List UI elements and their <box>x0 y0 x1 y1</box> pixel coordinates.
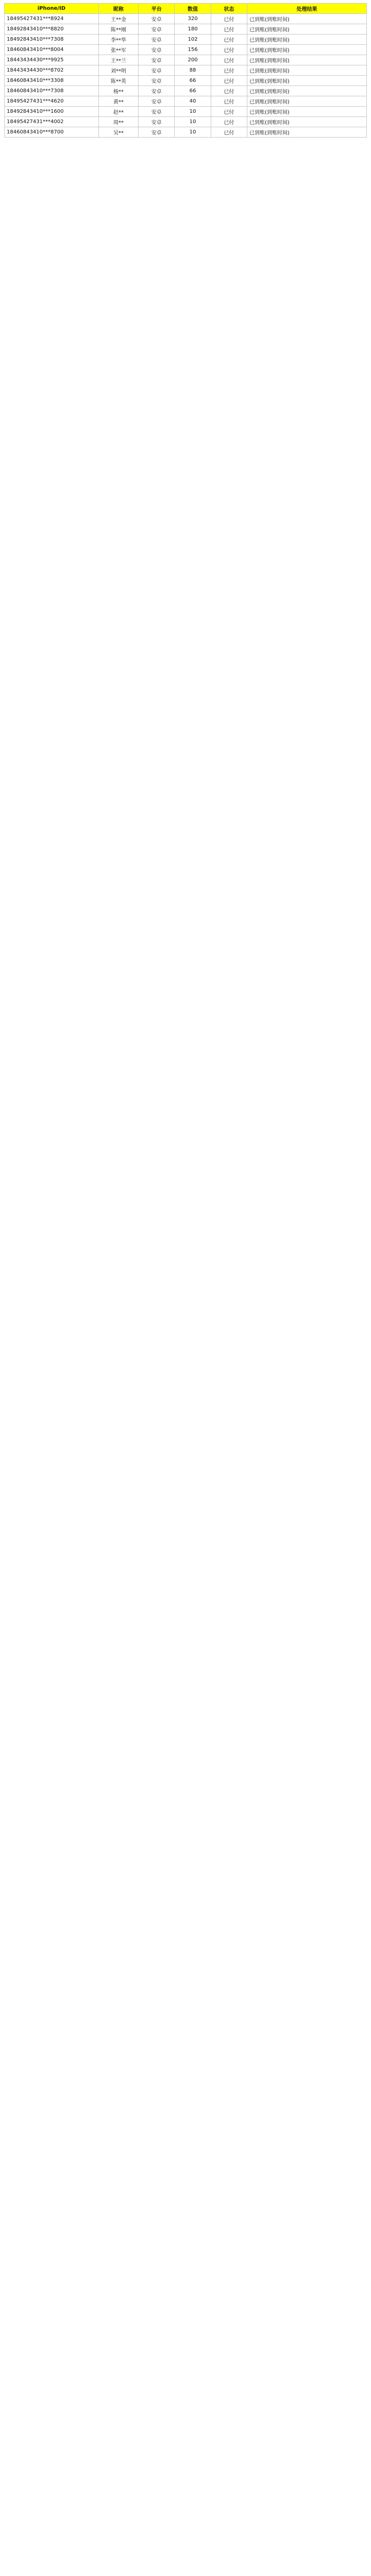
cell-platform: 安卓 <box>139 86 175 96</box>
cell-status: 已付 <box>211 45 247 55</box>
cell-platform: 安卓 <box>139 45 175 55</box>
cell-id: 18460843410***8004 <box>5 45 99 55</box>
cell-name: 黄** <box>98 96 138 107</box>
header-id: iPhone/ID <box>5 4 99 14</box>
cell-id: 18495427431***4002 <box>5 117 99 127</box>
cell-amount: 10 <box>175 117 211 127</box>
cell-remark: 已到账(到账时间) <box>247 55 366 65</box>
cell-remark: 已到账(到账时间) <box>247 14 366 24</box>
cell-amount: 88 <box>175 65 211 76</box>
cell-amount: 40 <box>175 96 211 107</box>
cell-remark: 已到账(到账时间) <box>247 65 366 76</box>
data-table <box>4 3 367 138</box>
cell-amount: 156 <box>175 45 211 55</box>
cell-remark: 已到账(到账时间) <box>247 86 366 96</box>
cell-name: 李**华 <box>98 35 138 45</box>
cell-name: 杨** <box>98 86 138 96</box>
cell-name: 赵** <box>98 107 138 117</box>
cell-status: 已付 <box>211 96 247 107</box>
cell-id: 18495427431***8924 <box>5 14 99 24</box>
cell-name: 陈**刚 <box>98 24 138 35</box>
table-row <box>5 14 367 24</box>
table-row <box>5 107 367 117</box>
cell-id: 18492843410***1600 <box>5 107 99 117</box>
header-amount: 数值 <box>175 4 211 14</box>
cell-platform: 安卓 <box>139 14 175 24</box>
cell-platform: 安卓 <box>139 96 175 107</box>
table-row <box>5 117 367 127</box>
cell-platform: 安卓 <box>139 117 175 127</box>
cell-amount: 66 <box>175 86 211 96</box>
cell-name: 刘**明 <box>98 65 138 76</box>
header-name: 昵称 <box>98 4 138 14</box>
table-row <box>5 65 367 76</box>
table-row <box>5 55 367 65</box>
cell-id: 18460843410***3308 <box>5 76 99 86</box>
header-platform: 平台 <box>139 4 175 14</box>
header-remark: 处理结果 <box>247 4 366 14</box>
cell-status: 已付 <box>211 24 247 35</box>
cell-remark: 已到账(到账时间) <box>247 76 366 86</box>
cell-remark: 已到账(到账时间) <box>247 96 366 107</box>
cell-name: 陈**英 <box>98 76 138 86</box>
cell-id: 18460843410***7308 <box>5 86 99 96</box>
table-row <box>5 45 367 55</box>
cell-id: 18492843410***7308 <box>5 35 99 45</box>
header-status: 状态 <box>211 4 247 14</box>
cell-status: 已付 <box>211 86 247 96</box>
cell-name: 王**兰 <box>98 55 138 65</box>
header-row <box>5 4 367 14</box>
cell-status: 已付 <box>211 127 247 138</box>
cell-status: 已付 <box>211 14 247 24</box>
cell-amount: 102 <box>175 35 211 45</box>
cell-platform: 安卓 <box>139 65 175 76</box>
cell-platform: 安卓 <box>139 127 175 138</box>
cell-status: 已付 <box>211 35 247 45</box>
cell-remark: 已到账(到账时间) <box>247 45 366 55</box>
cell-platform: 安卓 <box>139 55 175 65</box>
table-row <box>5 35 367 45</box>
cell-id: 18460843410***8700 <box>5 127 99 138</box>
cell-remark: 已到账(到账时间) <box>247 127 366 138</box>
cell-remark: 已到账(到账时间) <box>247 24 366 35</box>
cell-platform: 安卓 <box>139 107 175 117</box>
cell-amount: 66 <box>175 76 211 86</box>
table-row <box>5 24 367 35</box>
cell-id: 18492843410***8820 <box>5 24 99 35</box>
cell-status: 已付 <box>211 117 247 127</box>
table-row <box>5 86 367 96</box>
cell-name: 周** <box>98 117 138 127</box>
table-row <box>5 76 367 86</box>
cell-platform: 安卓 <box>139 24 175 35</box>
cell-platform: 安卓 <box>139 76 175 86</box>
cell-status: 已付 <box>211 76 247 86</box>
cell-remark: 已到账(到账时间) <box>247 35 366 45</box>
cell-amount: 180 <box>175 24 211 35</box>
cell-status: 已付 <box>211 65 247 76</box>
table-row <box>5 127 367 138</box>
cell-remark: 已到账(到账时间) <box>247 117 366 127</box>
cell-id: 18443434430***8702 <box>5 65 99 76</box>
cell-id: 18495427431***4620 <box>5 96 99 107</box>
cell-platform: 安卓 <box>139 35 175 45</box>
table-body <box>5 14 367 138</box>
table-row <box>5 96 367 107</box>
cell-status: 已付 <box>211 55 247 65</box>
cell-amount: 320 <box>175 14 211 24</box>
cell-amount: 200 <box>175 55 211 65</box>
cell-remark: 已到账(到账时间) <box>247 107 366 117</box>
cell-name: 王**金 <box>98 14 138 24</box>
cell-name: 吴** <box>98 127 138 138</box>
cell-id: 18443434430***9925 <box>5 55 99 65</box>
cell-status: 已付 <box>211 107 247 117</box>
cell-name: 张**军 <box>98 45 138 55</box>
cell-amount: 10 <box>175 127 211 138</box>
spreadsheet <box>0 0 371 144</box>
cell-amount: 10 <box>175 107 211 117</box>
